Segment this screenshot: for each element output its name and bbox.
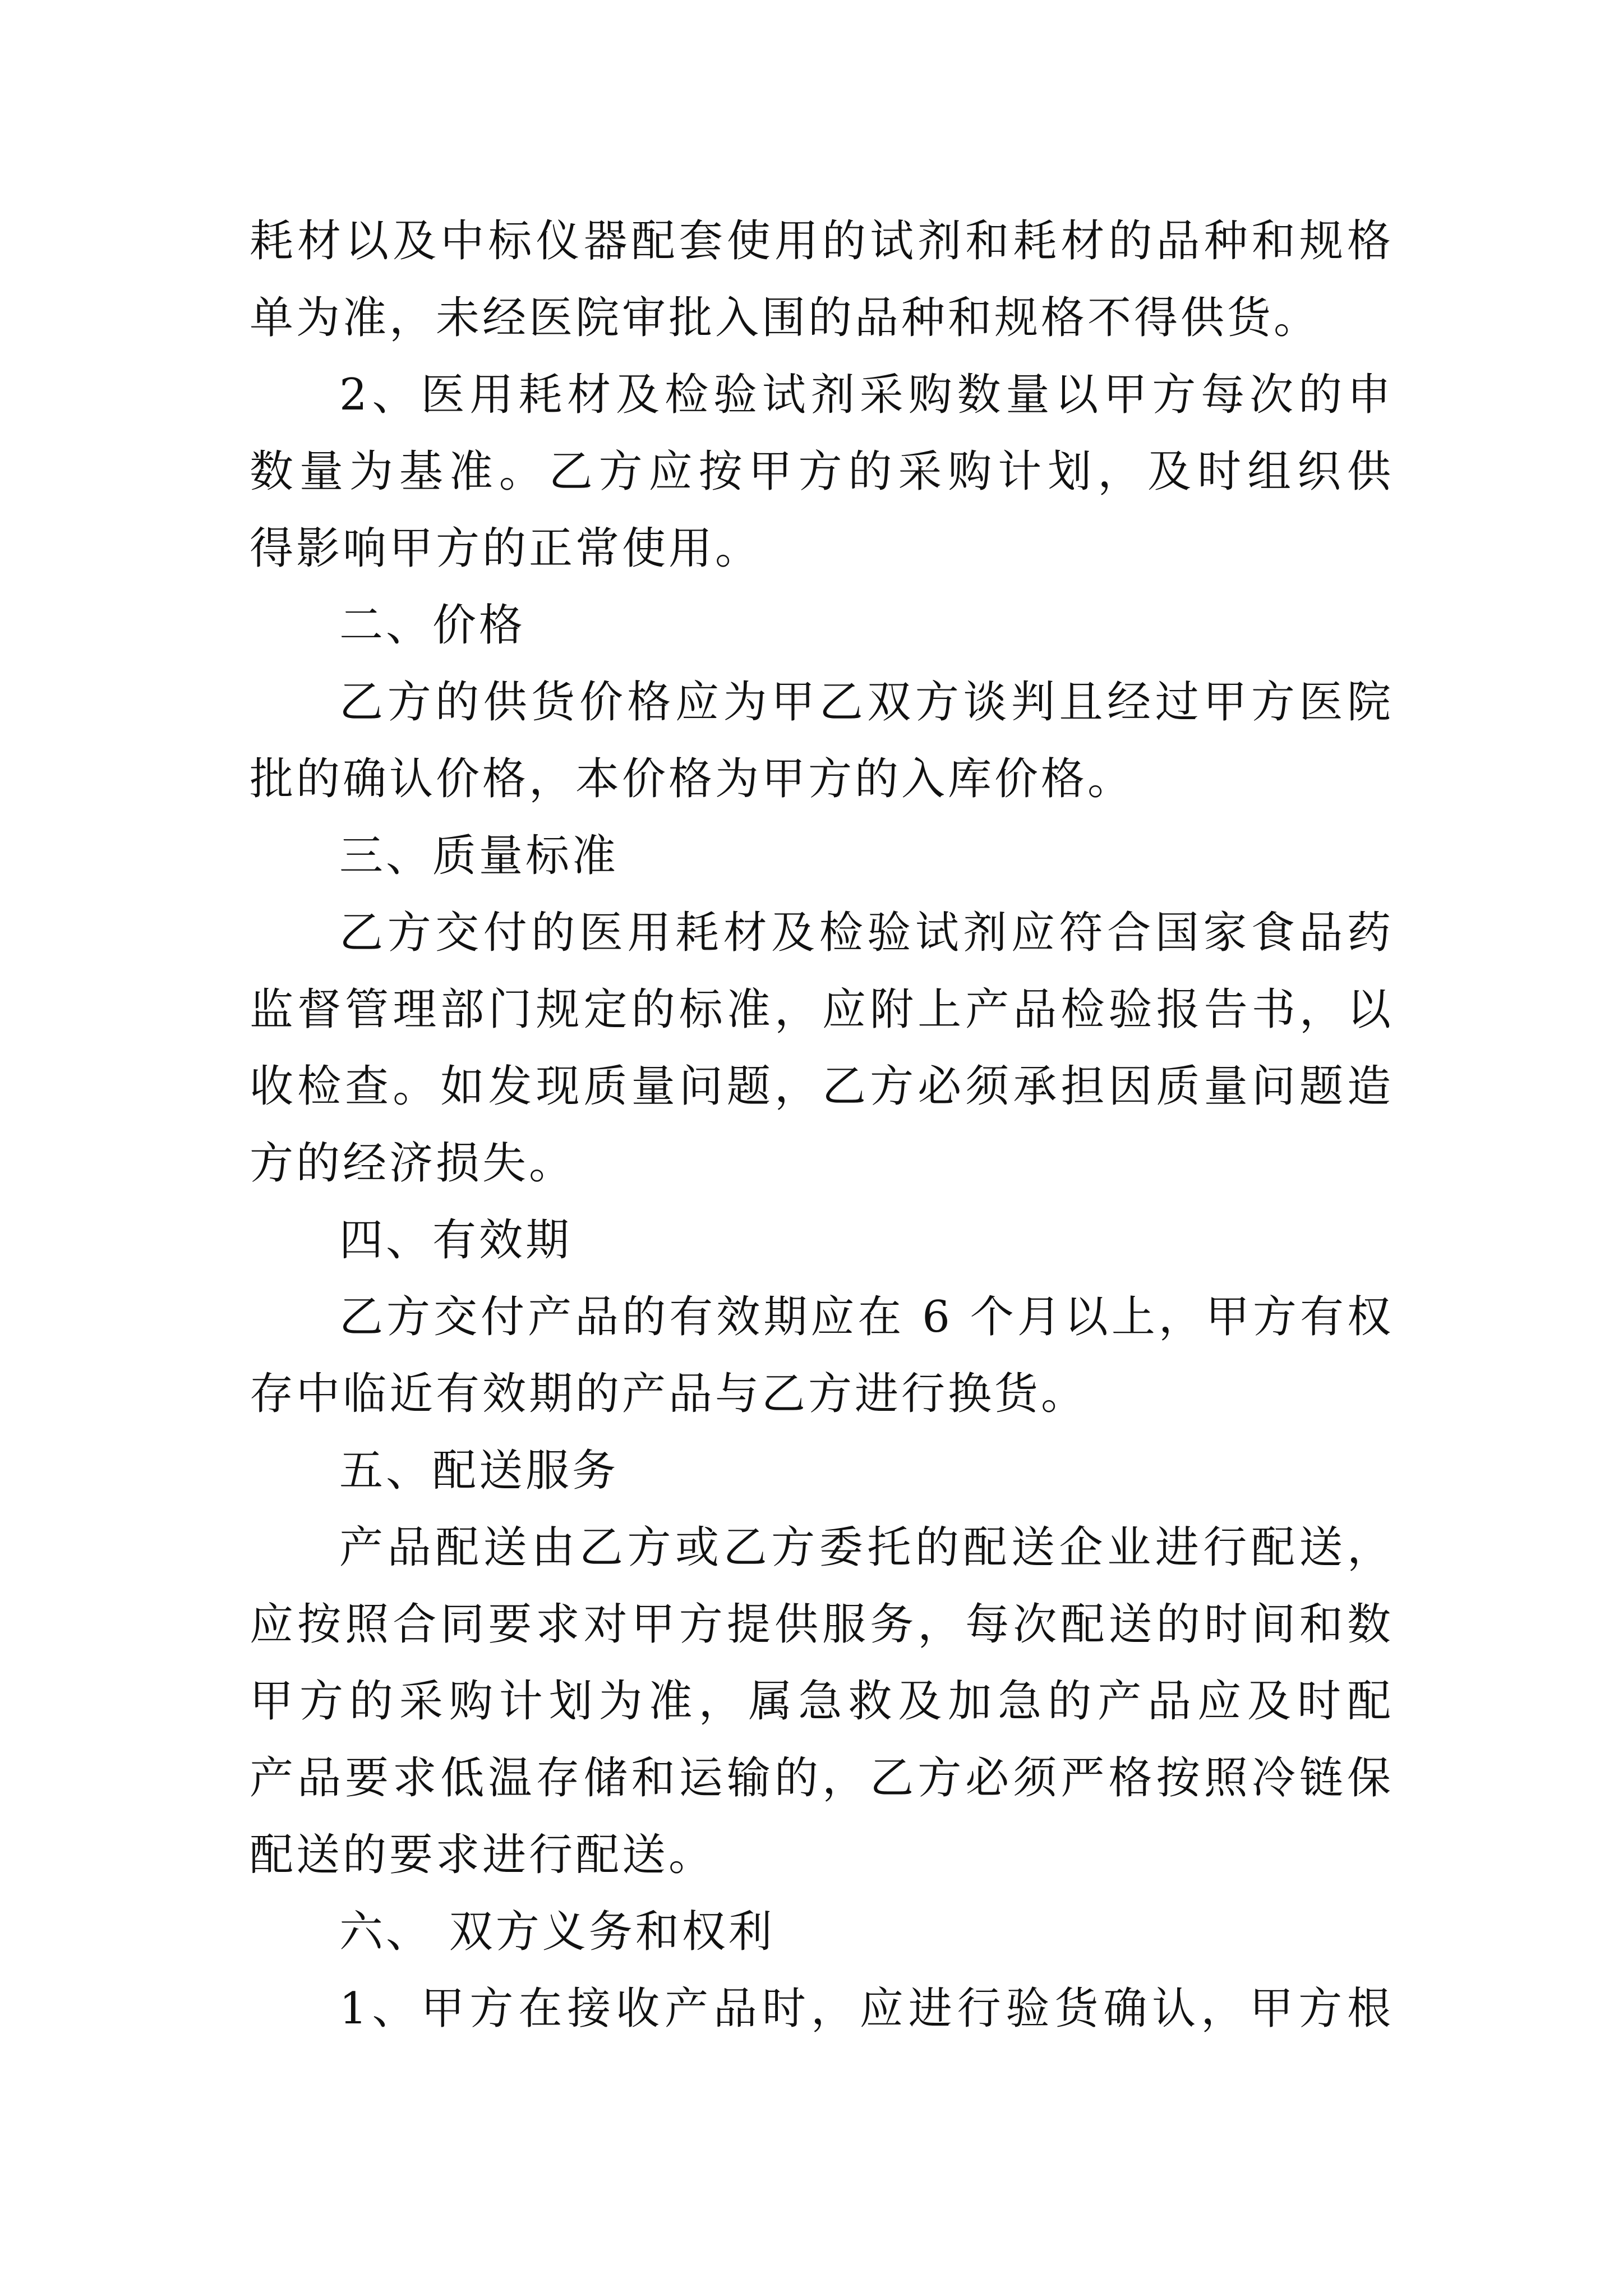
text-line: 收检查。如发现质量问题，乙方必须承担因质量问题造 (250, 1061, 1394, 1112)
text-line: 配送的要求进行配送。 (250, 1830, 716, 1880)
section-heading: 二、价格 (339, 600, 526, 651)
contract-body (250, 203, 1394, 2047)
text-line: 产品配送由乙方或乙方委托的配送企业进行配送， (339, 1522, 1394, 1573)
text-line: 批的确认价格，本价格为甲方的入库价格。 (250, 754, 1135, 804)
text-line: 甲方的采购计划为准，属急救及加急的产品应及时配 (250, 1676, 1394, 1727)
text-line: 方的经济损失。 (250, 1138, 576, 1189)
text-line: 监督管理部门规定的标准，应附上产品检验报告书，以 (250, 984, 1394, 1035)
text-line: 乙方交付产品的有效期应在 6 个月以上，甲方有权 (339, 1292, 1394, 1342)
text-line: 产品要求低温存储和运输的，乙方必须严格按照冷链保 (250, 1753, 1394, 1803)
text-line: 2、医用耗材及检验试剂采购数量以甲方每次的申 (339, 370, 1394, 420)
text-line: 单为准，未经医院审批入围的品种和规格不得供货。 (250, 293, 1321, 343)
text-line: 存中临近有效期的产品与乙方进行换货。 (250, 1369, 1088, 1419)
section-heading: 四、有效期 (339, 1215, 573, 1266)
text-line: 耗材以及中标仪器配套使用的试剂和耗材的品种和规格 (250, 216, 1394, 266)
text-line: 数量为基准。乙方应按甲方的采购计划，及时组织供 (250, 447, 1394, 497)
text-line: 乙方的供货价格应为甲乙双方谈判且经过甲方医院 (339, 677, 1394, 728)
text-line: 乙方交付的医用耗材及检验试剂应符合国家食品药 (339, 908, 1394, 958)
section-heading: 六、 双方义务和权利 (339, 1907, 775, 1957)
section-heading: 三、质量标准 (339, 831, 619, 881)
section-heading: 五、配送服务 (339, 1446, 619, 1496)
text-line: 得影响甲方的正常使用。 (250, 523, 762, 574)
text-line: 1、甲方在接收产品时，应进行验货确认，甲方根 (339, 1984, 1394, 2034)
text-line: 应按照合同要求对甲方提供服务，每次配送的时间和数 (250, 1599, 1394, 1650)
